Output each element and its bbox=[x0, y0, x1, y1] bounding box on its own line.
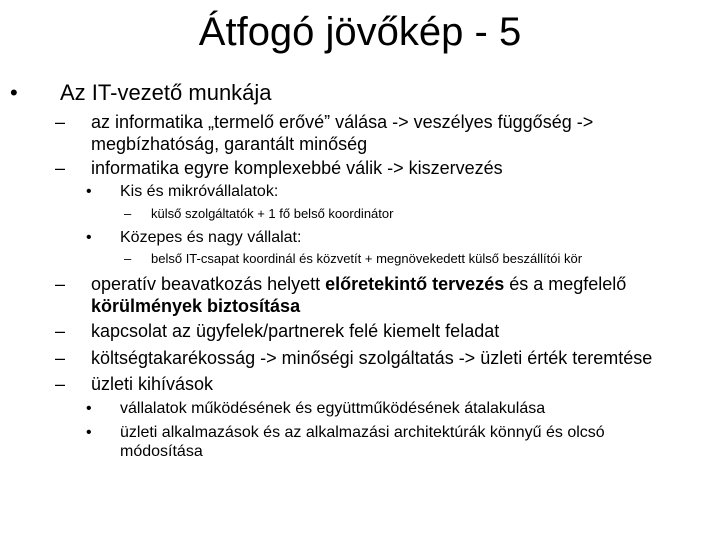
dash-marker: – bbox=[55, 321, 66, 341]
item-text: üzleti alkalmazások és az alkalmazási architektúrák könnyű és olcsó bbox=[120, 424, 605, 441]
item-text: külső szolgáltatók + 1 fő belső koordinátor bbox=[151, 206, 394, 221]
dash-marker: – bbox=[55, 112, 66, 132]
item-text: informatika egyre komplexebbé válik -> kiszervezés bbox=[91, 158, 503, 178]
dash-marker: – bbox=[55, 348, 66, 368]
emphasis-text: körülmények biztosítása bbox=[91, 296, 301, 316]
bullet-marker: • bbox=[86, 400, 92, 417]
dash-marker: – bbox=[124, 251, 132, 266]
level1-text: Az IT-vezető munkája bbox=[60, 80, 272, 105]
item-text: megbízhatóság, garantált minőség bbox=[91, 134, 368, 154]
item-text: Kis és mikróvállalatok: bbox=[120, 183, 279, 200]
bullet-marker: • bbox=[86, 229, 92, 246]
dash-marker: – bbox=[55, 274, 66, 294]
dash-marker: – bbox=[55, 374, 66, 394]
item-text: operatív beavatkozás helyett előretekintő tervezés és a megfelelő bbox=[91, 274, 627, 294]
item-text: üzleti kihívások bbox=[91, 374, 214, 394]
bullet-marker: • bbox=[10, 80, 18, 105]
item-text: vállalatok működésének és együttműködésének átalakulása bbox=[120, 400, 546, 417]
item-text: Közepes és nagy vállalat: bbox=[120, 229, 302, 246]
emphasis-text: előretekintő tervezés bbox=[325, 274, 505, 294]
slide-title: Átfogó jövőkép - 5 bbox=[198, 10, 522, 54]
dash-marker: – bbox=[55, 158, 66, 178]
dash-marker: – bbox=[124, 206, 132, 221]
item-text: belső IT-csapat koordinál és közvetít + megnövekedett külső beszállítói kör bbox=[151, 251, 583, 266]
item-text: az informatika „termelő erővé” válása -> veszélyes függőség -> bbox=[91, 112, 594, 132]
bullet-marker: • bbox=[86, 183, 92, 200]
bullet-marker: • bbox=[86, 424, 92, 441]
item-text: költségtakarékosság -> minőségi szolgáltatás -> üzleti érték teremtése bbox=[91, 348, 653, 368]
item-text: kapcsolat az ügyfelek/partnerek felé kiemelt feladat bbox=[91, 321, 500, 341]
item-text bbox=[91, 295, 300, 317]
item-text: módosítása bbox=[120, 443, 203, 460]
